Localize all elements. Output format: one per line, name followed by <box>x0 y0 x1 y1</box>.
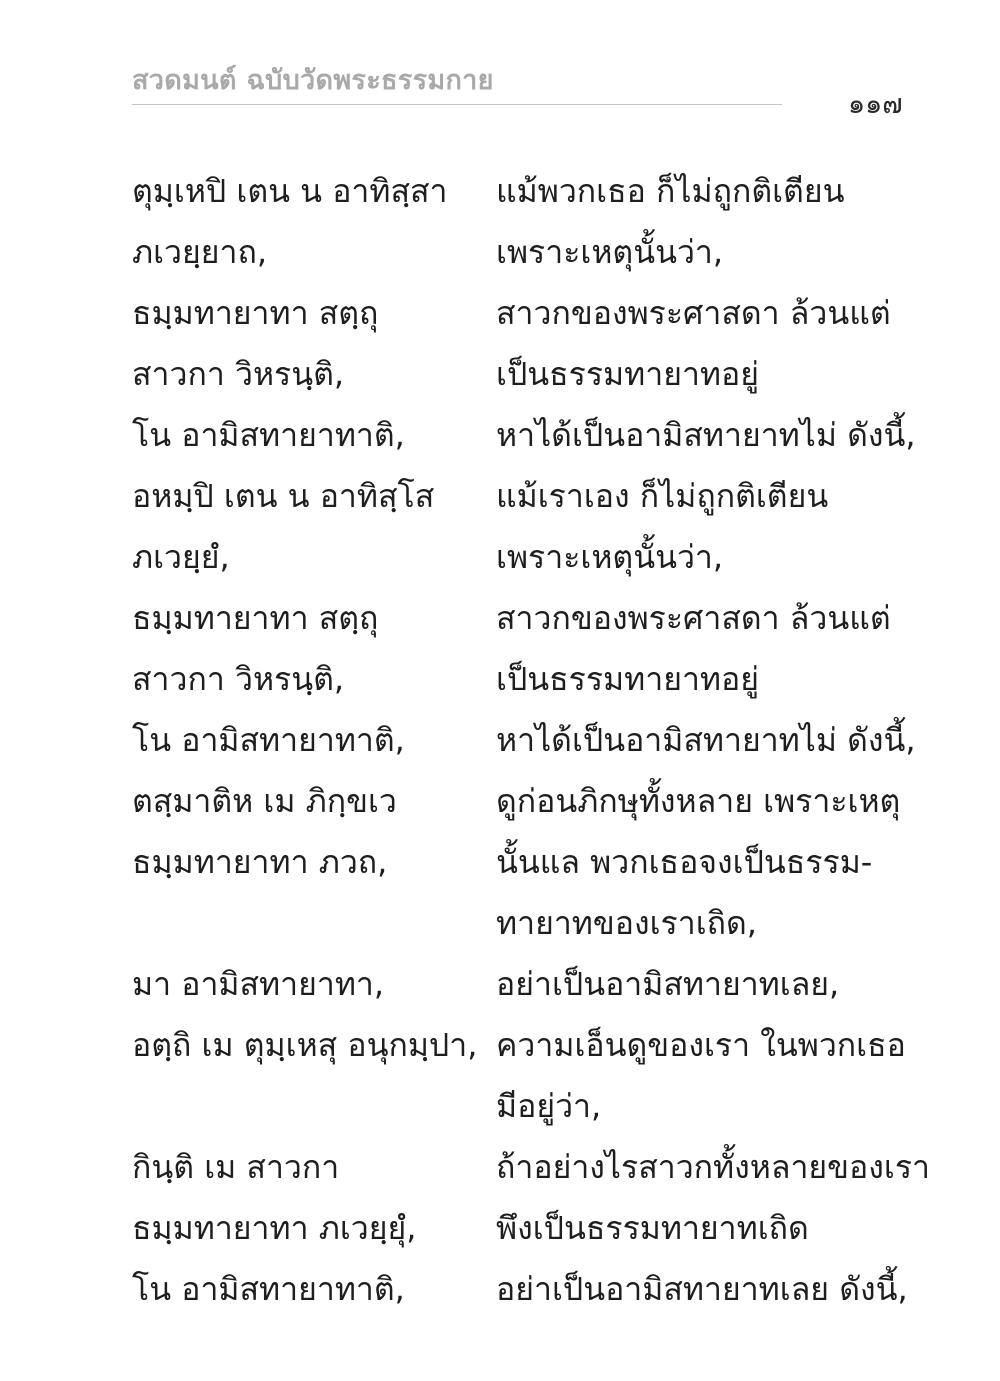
thai-line: สาวกของพระศาสดา ล้วนแต่ <box>496 599 891 637</box>
verse-row <box>0 405 1000 465</box>
pali-line: สาวกา วิหรนฺติ, <box>132 660 345 698</box>
verse-row <box>0 1137 1000 1197</box>
pali-line: ตุมฺเหปิ เตน น อาทิสฺสา <box>132 172 448 210</box>
thai-line: อย่าเป็นอามิสทายาทเลย, <box>496 965 840 1003</box>
pali-line: โน อามิสทายาทาติ, <box>132 721 405 759</box>
pali-line: ธมฺมทายาทา สตฺถุ <box>132 599 379 637</box>
thai-line: เพราะเหตุนั้นว่า, <box>496 233 724 271</box>
verse-row <box>0 1198 1000 1258</box>
pali-line: ธมฺมทายาทา ภเวยฺยุํ, <box>132 1209 417 1247</box>
verse-row <box>0 527 1000 587</box>
pali-line: ภเวยฺยํ, <box>132 538 230 576</box>
thai-line: พึงเป็นธรรมทายาทเถิด <box>496 1209 809 1247</box>
pali-line: โน อามิสทายาทาติ, <box>132 416 405 454</box>
thai-line: แม้พวกเธอ ก็ไม่ถูกติเตียน <box>496 172 845 210</box>
pali-line: ธมฺมทายาทา สตฺถุ <box>132 294 379 332</box>
thai-line: สาวกของพระศาสดา ล้วนแต่ <box>496 294 891 332</box>
verse-row <box>0 588 1000 648</box>
verse-row <box>0 222 1000 282</box>
thai-line: เป็นธรรมทายาทอยู่ <box>496 660 759 698</box>
pali-line: มา อามิสทายาทา, <box>132 965 385 1003</box>
verse-row <box>0 466 1000 526</box>
header-divider <box>132 104 782 105</box>
verse-row <box>0 283 1000 343</box>
thai-line: ความเอ็นดูของเรา ในพวกเธอ <box>496 1026 906 1064</box>
verse-row <box>0 710 1000 770</box>
pali-line: ธมฺมทายาทา ภวถ, <box>132 843 388 881</box>
thai-line: แม้เราเอง ก็ไม่ถูกติเตียน <box>496 477 829 515</box>
thai-line: นั้นแล พวกเธอจงเป็นธรรม- <box>496 843 873 881</box>
thai-line: หาได้เป็นอามิสทายาทไม่ ดังนี้, <box>496 721 916 759</box>
verse-row <box>0 344 1000 404</box>
thai-line: มีอยู่ว่า, <box>496 1087 602 1125</box>
thai-line: เพราะเหตุนั้นว่า, <box>496 538 724 576</box>
pali-line: อตฺถิ เม ตุมฺเหสุ อนุกมฺปา, <box>132 1026 478 1064</box>
verse-row <box>0 1076 1000 1136</box>
verse-row <box>0 832 1000 892</box>
thai-line: เป็นธรรมทายาทอยู่ <box>496 355 759 393</box>
pali-line: สาวกา วิหรนฺติ, <box>132 355 345 393</box>
verse-row <box>0 771 1000 831</box>
verse-row <box>0 649 1000 709</box>
verse-row <box>0 1015 1000 1075</box>
pali-line: ภเวยฺยาถ, <box>132 233 268 271</box>
thai-line: ทายาทของเราเถิด, <box>496 904 757 942</box>
running-header-title: สวดมนต์ ฉบับวัดพระธรรมกาย <box>132 65 494 96</box>
thai-line: ถ้าอย่างไรสาวกทั้งหลายของเรา <box>496 1148 930 1186</box>
pali-line: ตสฺมาติห เม ภิกฺขเว <box>132 782 397 820</box>
thai-line: อย่าเป็นอามิสทายาทเลย ดังนี้, <box>496 1270 908 1308</box>
pali-line: กินฺติ เม สาวกา <box>132 1148 340 1186</box>
verse-row <box>0 161 1000 221</box>
pali-line: อหมฺปิ เตน น อาทิสฺโส <box>132 477 435 515</box>
thai-line: ดูก่อนภิกษุทั้งหลาย เพราะเหตุ <box>496 782 901 820</box>
verse-row <box>0 954 1000 1014</box>
verse-row <box>0 893 1000 953</box>
pali-line: โน อามิสทายาทาติ, <box>132 1270 405 1308</box>
thai-line: หาได้เป็นอามิสทายาทไม่ ดังนี้, <box>496 416 916 454</box>
verse-row <box>0 1259 1000 1319</box>
page-number: ๑๑๗ <box>848 89 903 120</box>
